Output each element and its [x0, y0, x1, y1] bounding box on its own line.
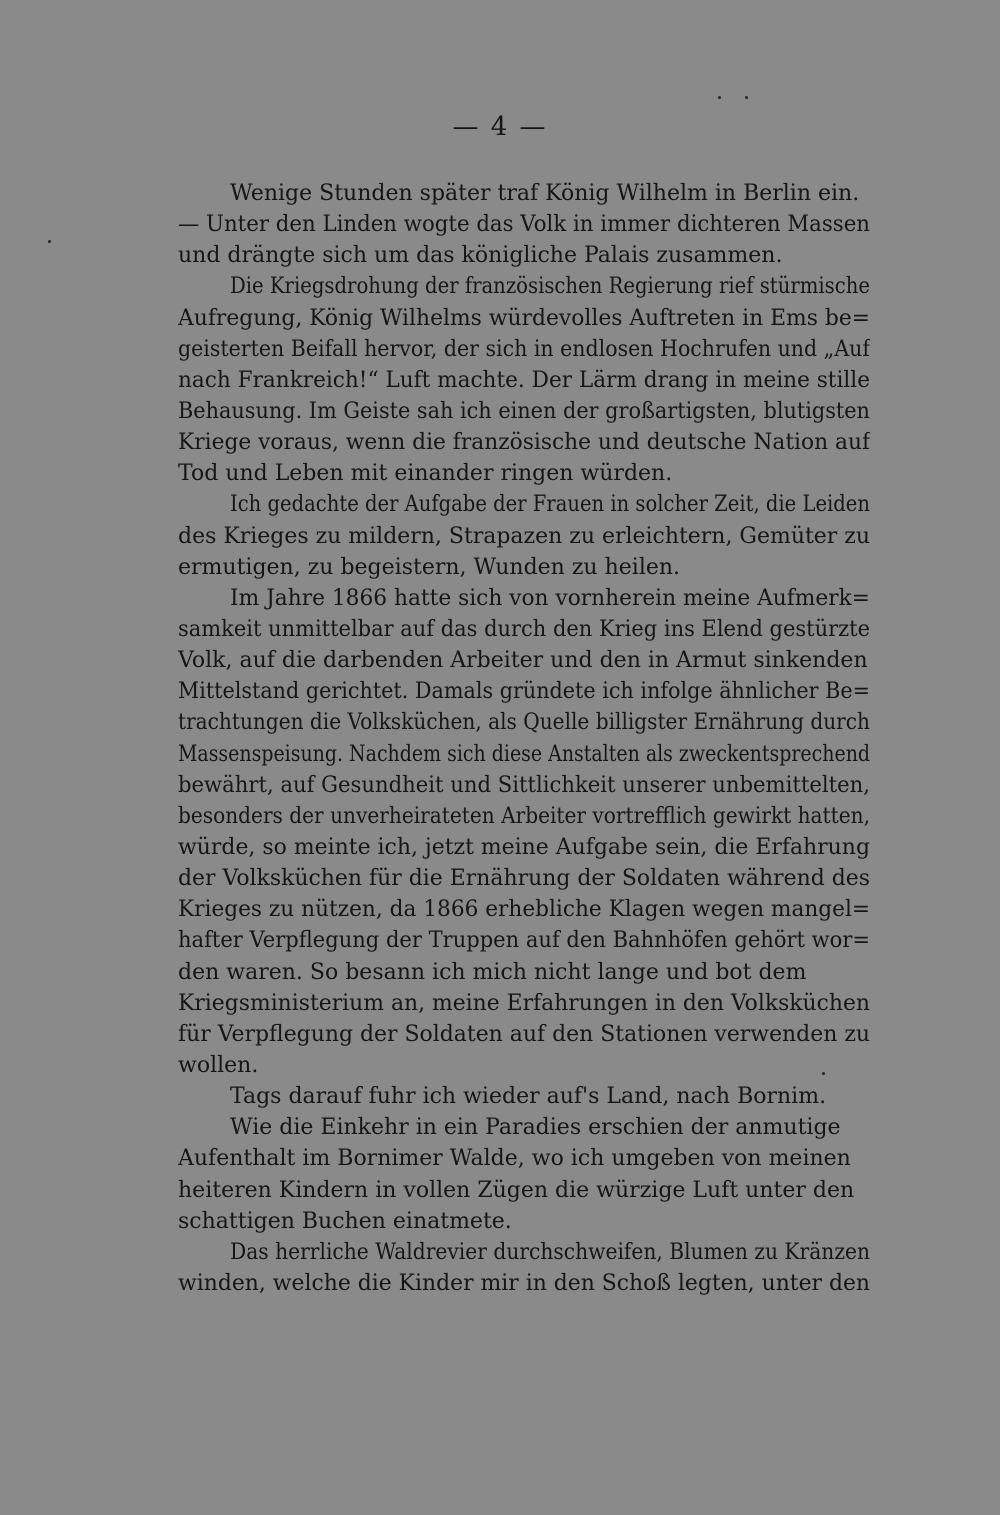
text-line: Krieges zu nützen, da 1866 erhebliche Klagen wegen mangel=	[178, 897, 870, 923]
text-line: für Verpflegung der Soldaten auf den Stationen verwenden zu	[178, 1021, 870, 1047]
text-line: des Krieges zu mildern, Strapazen zu erleichtern, Gemüter zu	[178, 523, 870, 549]
scan-speck	[718, 96, 721, 99]
text-line: Das herrliche Waldrevier durchschweifen, Blumen zu Kränzen	[230, 1239, 870, 1265]
text-line: Die Kriegsdrohung der französischen Regierung rief stürmische	[230, 274, 870, 300]
paragraph	[178, 1237, 870, 1299]
text-line: ermutigen, zu begeistern, Wunden zu heilen.	[178, 554, 681, 580]
paragraph	[178, 1112, 870, 1237]
text-line: — Unter den Linden wogte das Volk in immer dichteren Massen	[178, 212, 870, 238]
text-line: Wenige Stunden später traf König Wilhelm in Berlin ein.	[230, 181, 860, 206]
scan-speck	[48, 240, 51, 243]
text-line: Aufenthalt im Bornimer Walde, wo ich umgeben von meinen	[178, 1146, 851, 1172]
text-line: Im Jahre 1866 hatte sich von vornherein meine Aufmerk=	[230, 585, 870, 611]
text-line: schattigen Buchen einatmete.	[178, 1208, 512, 1234]
text-line: Behausung. Im Geiste sah ich einen der großartigsten, blutigsten	[178, 398, 870, 424]
text-line: bewährt, auf Gesundheit und Sittlichkeit unserer unbemittelten,	[178, 772, 870, 798]
text-line: Tags darauf fuhr ich wieder auf's Land, nach Bornim.	[230, 1084, 827, 1110]
text-line: der Volksküchen für die Ernährung der Soldaten während des	[178, 866, 870, 892]
text-line: winden, welche die Kinder mir in den Schoß legten, unter den	[178, 1270, 870, 1296]
paragraph	[178, 583, 870, 1081]
text-line: würde, so meinte ich, jetzt meine Aufgabe sein, die Erfahrung	[178, 834, 870, 860]
page-number: — 4 —	[452, 112, 548, 142]
paragraph	[178, 271, 870, 489]
text-line: Volk, auf die darbenden Arbeiter und den in Armut sinkenden	[178, 648, 868, 674]
scan-speck	[822, 1072, 825, 1075]
text-line: hafter Verpflegung der Truppen auf den Bahnhöfen gehört wor=	[178, 928, 870, 954]
text-line: Aufregung, König Wilhelms würdevolles Auftreten in Ems be=	[178, 305, 870, 331]
text-line: den waren. So besann ich mich nicht lange und bot dem	[178, 959, 807, 985]
text-line: und drängte sich um das königliche Palais zusammen.	[178, 243, 783, 269]
paragraph	[178, 178, 870, 271]
text-line: wollen.	[178, 1052, 259, 1078]
paragraph	[178, 489, 870, 582]
text-line: Tod und Leben mit einander ringen würden.	[178, 461, 673, 487]
text-line: trachtungen die Volksküchen, als Quelle billigster Ernährung durch	[178, 710, 870, 736]
text-line: samkeit unmittelbar auf das durch den Krieg ins Elend gestürzte	[178, 616, 870, 642]
text-line: nach Frankreich!“ Luft machte. Der Lärm drang in meine stille	[178, 367, 870, 393]
body-text	[178, 178, 870, 1299]
text-line: Wie die Einkehr in ein Paradies erschien der anmutige	[230, 1115, 841, 1141]
text-line: heiteren Kindern in vollen Zügen die würzige Luft unter den	[178, 1177, 855, 1203]
paragraph	[178, 1081, 870, 1112]
text-line: Kriege voraus, wenn die französische und deutsche Nation auf	[178, 430, 870, 456]
text-line: Mittelstand gerichtet. Damals gründete ich infolge ähnlicher Be=	[178, 679, 870, 705]
text-line: Massenspeisung. Nachdem sich diese Anstalten als zweckentsprechend	[178, 741, 870, 767]
text-line: Kriegsministerium an, meine Erfahrungen in den Volksküchen	[178, 990, 870, 1016]
text-line: geisterten Beifall hervor, der sich in endlosen Hochrufen und „Auf	[178, 336, 870, 362]
text-line: besonders der unverheirateten Arbeiter vortrefflich gewirkt hatten,	[178, 803, 870, 829]
text-line: Ich gedachte der Aufgabe der Frauen in solcher Zeit, die Leiden	[230, 492, 870, 518]
scan-speck	[745, 96, 748, 99]
